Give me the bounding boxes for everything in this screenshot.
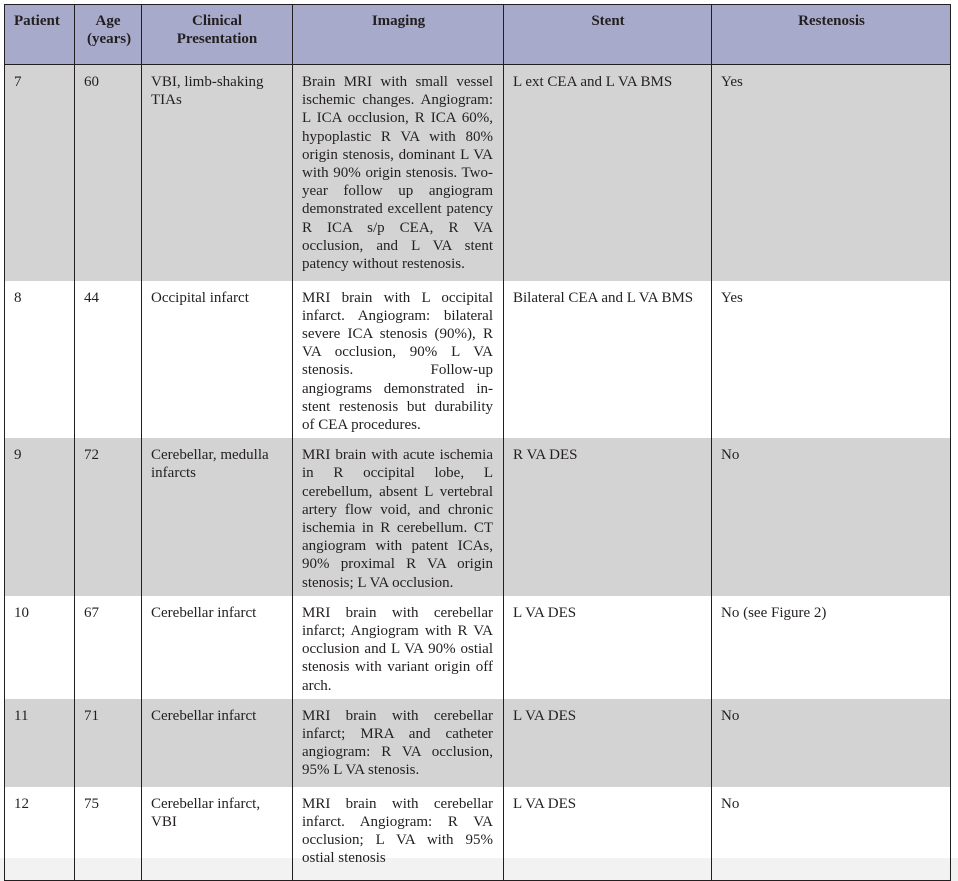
table-row [5, 787, 951, 881]
imaging-cell: MRI brain with cerebellar infarct. Angiogram: R VA occlusion; L VA with 95% ostial stenosis [293, 787, 504, 881]
restenosis-cell: Yes [712, 65, 951, 281]
restenosis-cell: No [712, 438, 951, 596]
patient-cell: 10 [5, 596, 75, 699]
table-row [5, 281, 951, 439]
clinical-presentation-cell: Cerebellar infarct [142, 596, 293, 699]
restenosis-cell: No [712, 787, 951, 881]
patient-cell: 8 [5, 281, 75, 439]
restenosis-cell: No [712, 699, 951, 787]
clinical-presentation-cell: Cerebellar infarct, VBI [142, 787, 293, 881]
imaging-cell: Brain MRI with small vessel ischemic changes. Angiogram: L ICA occlusion, R ICA 60%, hypoplastic R VA with 80% origin stenosis, dominant L VA with 90% origin stenosis. Two-year follow up angiogram demonstrated excellent patency R ICA s/p CEA, R VA occlusion, and L VA stent patency without restenosis. [293, 65, 504, 281]
clinical-presentation-cell: VBI, limb-shaking TIAs [142, 65, 293, 281]
age-cell: 60 [75, 65, 142, 281]
stent-cell: L ext CEA and L VA BMS [504, 65, 712, 281]
table-row [5, 65, 951, 281]
stent-cell: Bilateral CEA and L VA BMS [504, 281, 712, 439]
imaging-cell: MRI brain with cerebellar infarct; MRA and catheter angiogram: R VA occlusion, 95% L VA stenosis. [293, 699, 504, 787]
age-cell: 75 [75, 787, 142, 881]
clinical-presentation-cell: Occipital infarct [142, 281, 293, 439]
table-header-row [5, 5, 951, 65]
patient-cell: 12 [5, 787, 75, 881]
imaging-cell: MRI brain with acute ischemia in R occipital lobe, L cerebellum, absent L vertebral artery flow void, and chronic ischemia in R cerebellum. CT angiogram with patent ICAs, 90% proximal R VA origin stenosis; L VA occlusion. [293, 438, 504, 596]
patient-cell: 9 [5, 438, 75, 596]
table-row [5, 596, 951, 699]
table-row [5, 699, 951, 787]
header-imaging: Imaging [293, 5, 504, 65]
patient-cell: 11 [5, 699, 75, 787]
restenosis-cell: No (see Figure 2) [712, 596, 951, 699]
imaging-cell: MRI brain with cerebellar infarct; Angiogram with R VA occlusion and L VA 90% ostial stenosis with variant origin off arch. [293, 596, 504, 699]
imaging-cell: MRI brain with L occipital infarct. Angiogram: bilateral severe ICA stenosis (90%), R VA occlusion, 90% L VA stenosis. Follow-up angiograms demonstrated in-stent restenosis but durability of CEA procedures. [293, 281, 504, 439]
header-clinical-presentation: Clinical Presentation [142, 5, 293, 65]
header-restenosis: Restenosis [712, 5, 951, 65]
clinical-presentation-cell: Cerebellar infarct [142, 699, 293, 787]
age-cell: 71 [75, 699, 142, 787]
header-patient: Patient [5, 5, 75, 65]
patient-cell: 7 [5, 65, 75, 281]
clinical-presentation-cell: Cerebellar, medulla infarcts [142, 438, 293, 596]
header-stent: Stent [504, 5, 712, 65]
age-cell: 72 [75, 438, 142, 596]
stent-cell: L VA DES [504, 699, 712, 787]
age-cell: 44 [75, 281, 142, 439]
restenosis-cell: Yes [712, 281, 951, 439]
header-age: Age (years) [75, 5, 142, 65]
table-row [5, 438, 951, 596]
stent-cell: R VA DES [504, 438, 712, 596]
stent-cell: L VA DES [504, 787, 712, 881]
age-cell: 67 [75, 596, 142, 699]
patient-table [4, 4, 951, 881]
stent-cell: L VA DES [504, 596, 712, 699]
